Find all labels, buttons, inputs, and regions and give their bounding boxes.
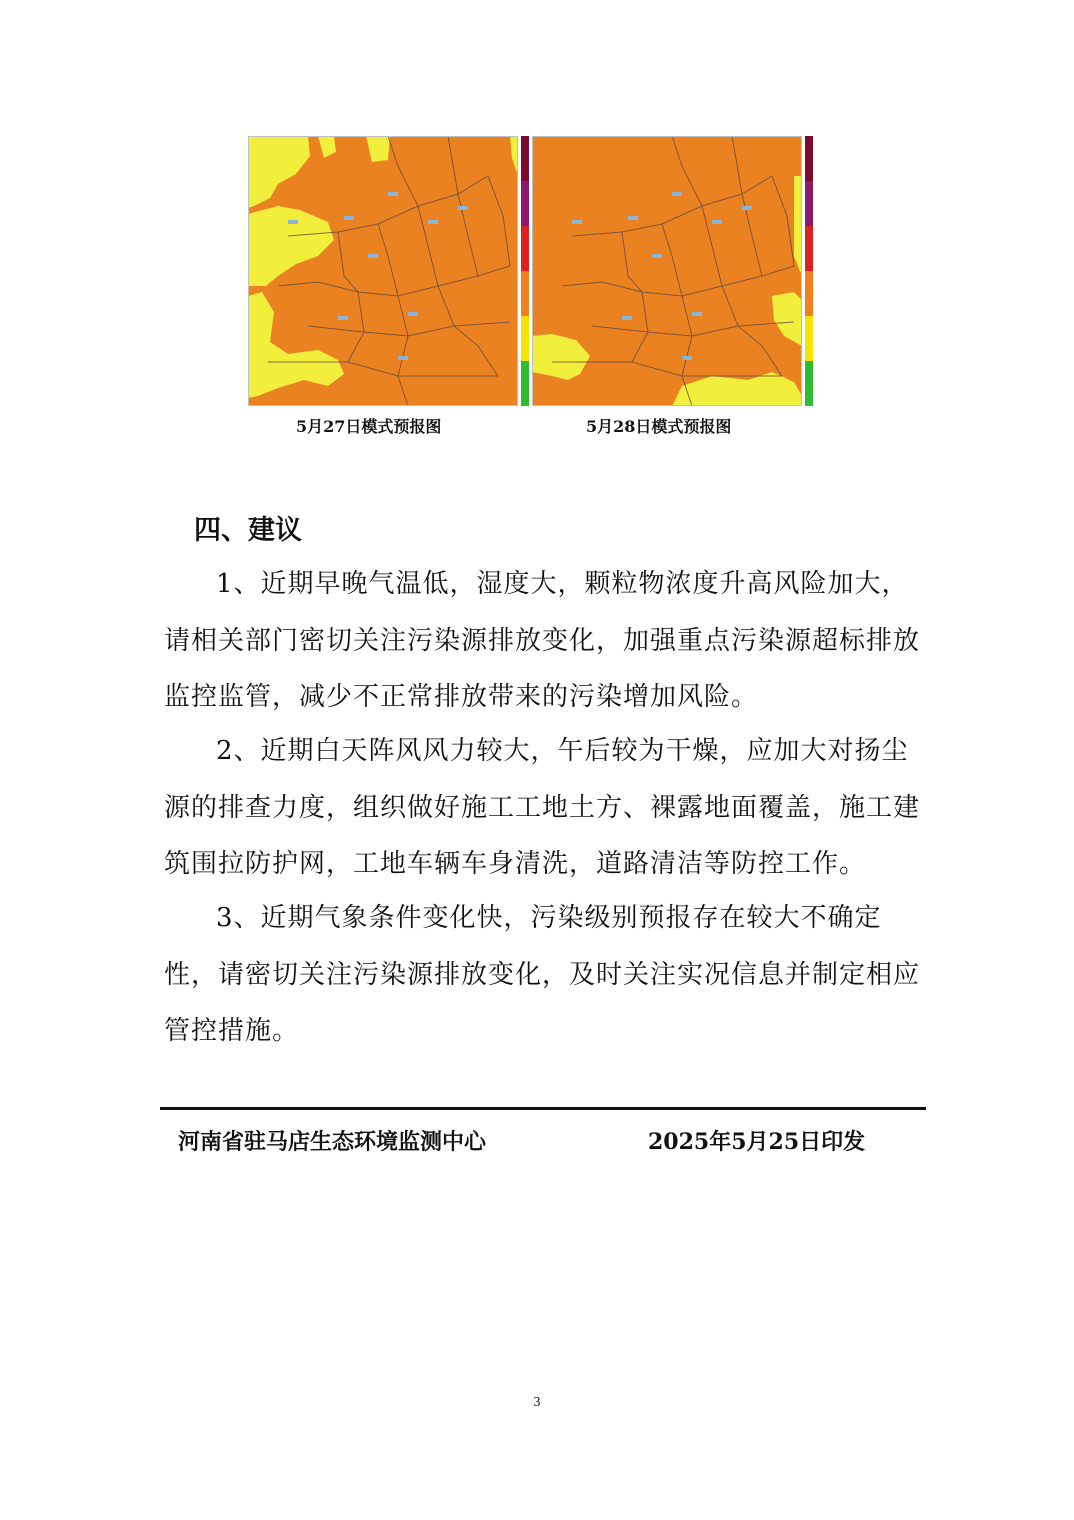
forecast-figures xyxy=(248,136,818,406)
page-number: 3 xyxy=(533,1395,541,1410)
forecast-map-may28 xyxy=(532,136,802,406)
recommendation-paragraph-1: 1、近期早晚气温低，湿度大，颗粒物浓度升高风险加大，请相关部门密切关注污染源排放变化，加强重点污染源超标排放监控监管，减少不正常排放带来的污染增加风险。 xyxy=(164,569,921,712)
legend-color-scale-right xyxy=(805,136,813,406)
legend-color-scale-left xyxy=(521,136,529,406)
forecast-map-may27 xyxy=(248,136,518,406)
figure-caption-may27: 5月27日模式预报图 xyxy=(296,417,442,436)
recommendation-paragraph-3: 3、近期气象条件变化快，污染级别预报存在较大不确定性，请密切关注污染源排放变化，及时关注实况信息并制定相应管控措施。 xyxy=(164,903,921,1046)
recommendation-paragraph-2: 2、近期白天阵风风力较大，午后较为干燥，应加大对扬尘源的排查力度，组织做好施工工地土方、裸露地面覆盖，施工建筑围拉防护网，工地车辆车身清洗，道路清洁等防控工作。 xyxy=(164,736,921,879)
footer-divider xyxy=(160,1107,926,1110)
section-heading: 四、建议 xyxy=(194,515,302,546)
issue-date: 2025年5月25日印发 xyxy=(648,1129,866,1155)
figure-caption-may28: 5月28日模式预报图 xyxy=(586,417,732,436)
issuing-organization: 河南省驻马店生态环境监测中心 xyxy=(178,1130,487,1155)
